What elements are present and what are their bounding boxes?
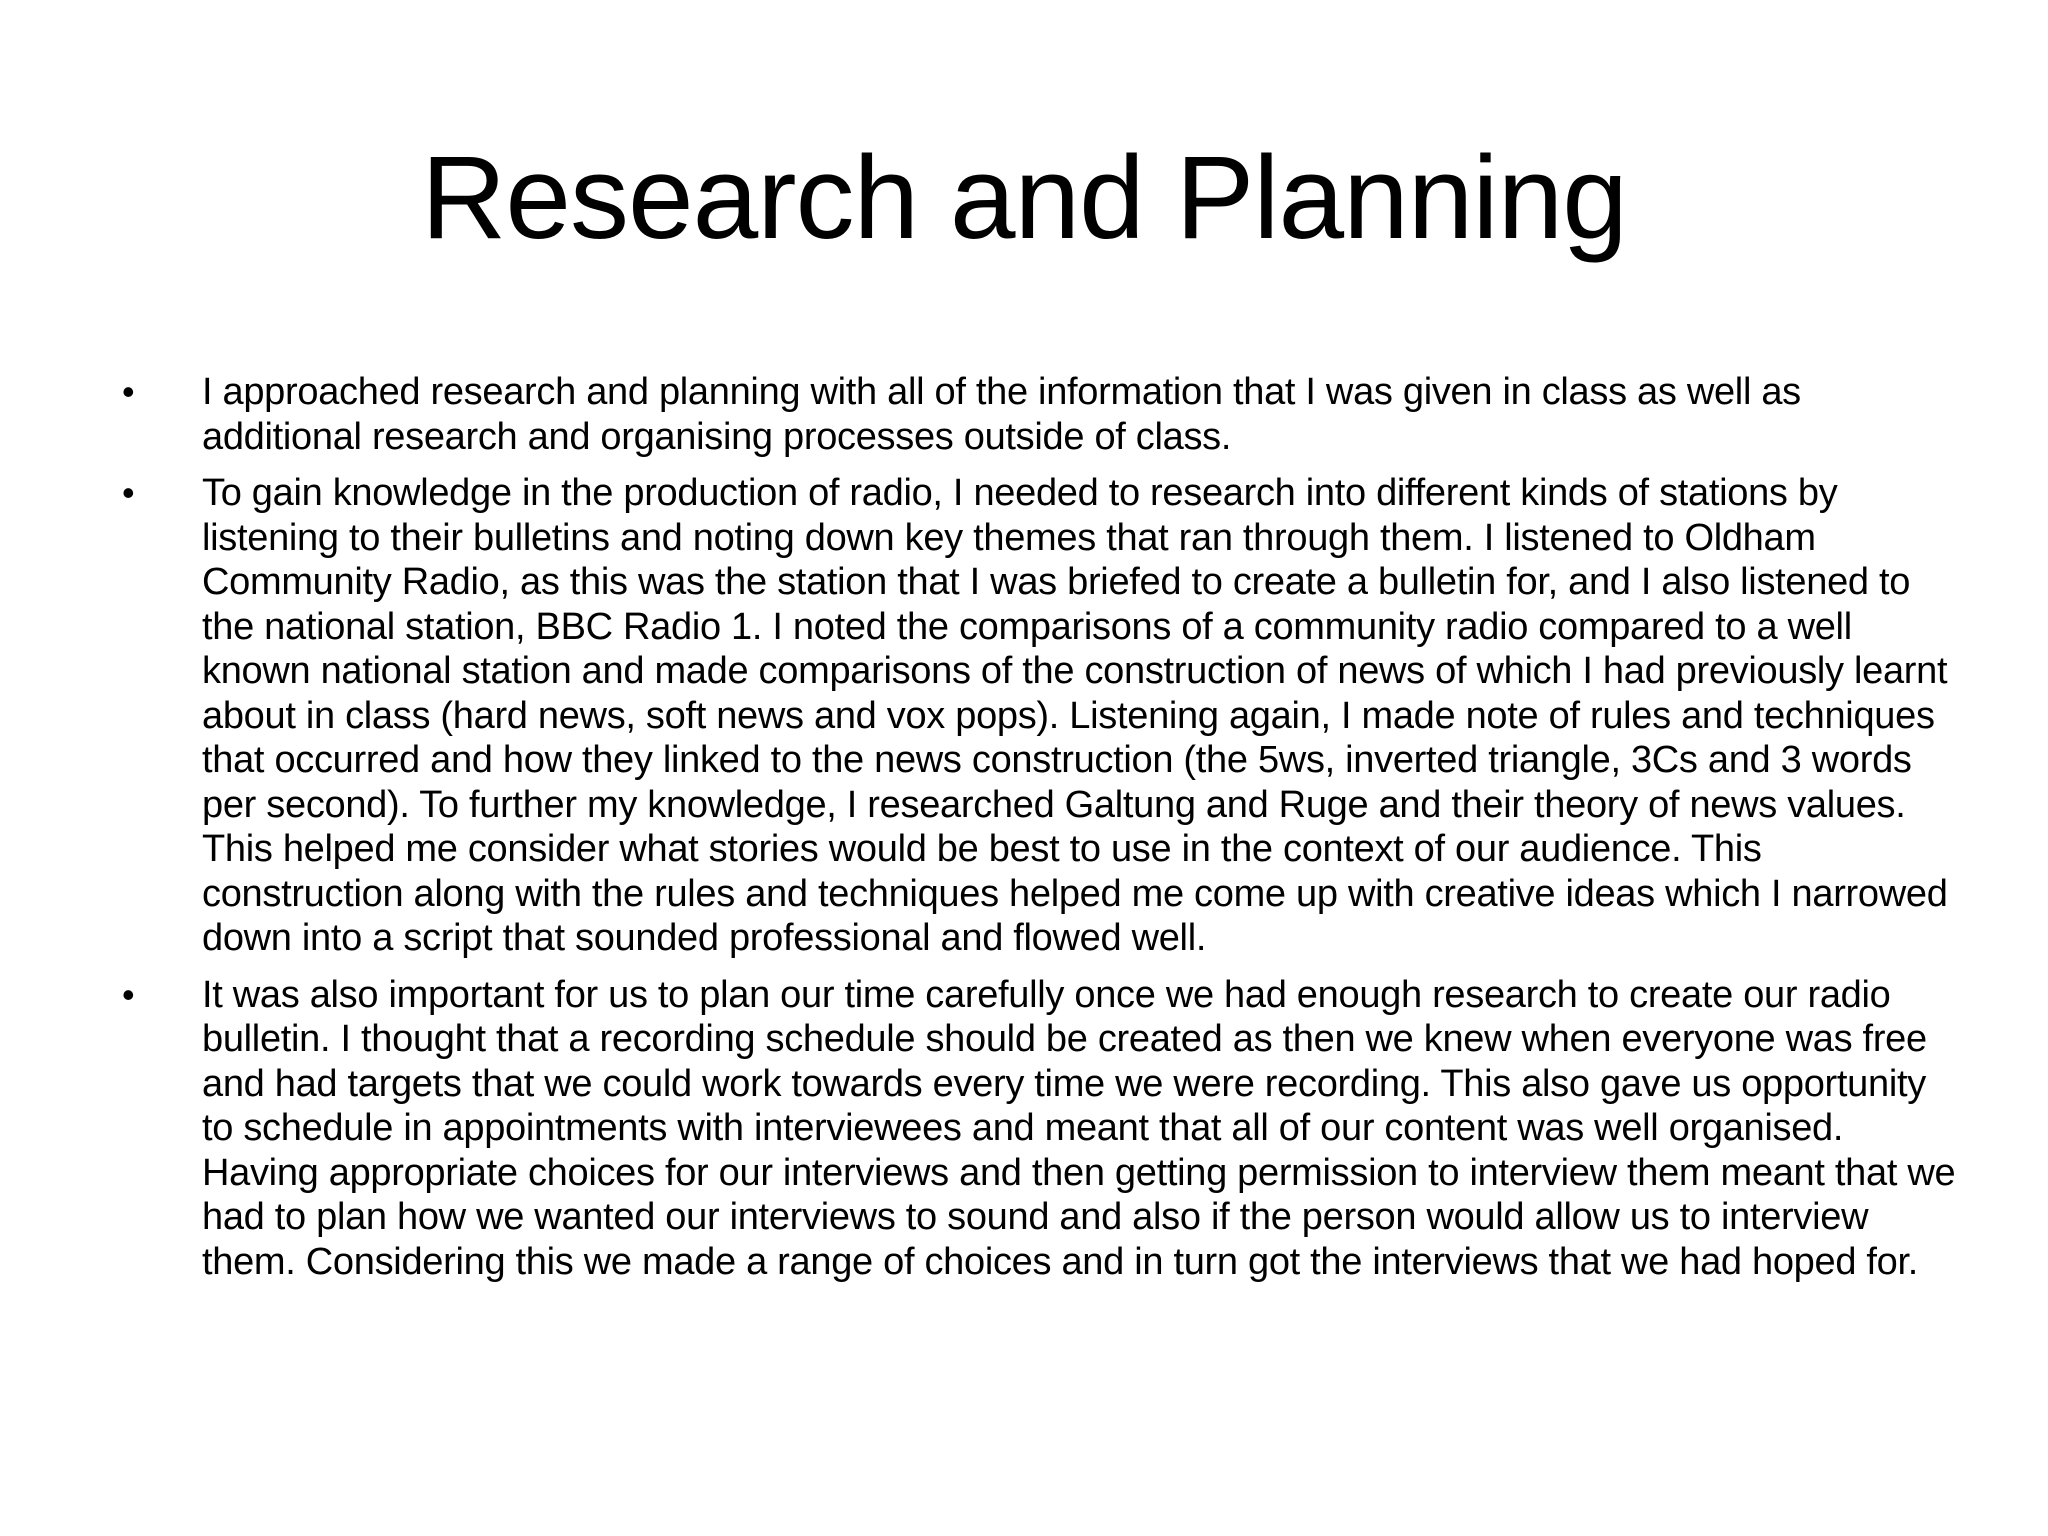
- bullet-point-icon: •: [122, 371, 135, 412]
- bullet-point-icon: •: [122, 973, 135, 1015]
- bullet-item: [112, 471, 1962, 961]
- bullet-text: It was also important for us to plan our time carefully once we had enough research to create our radio bulletin. I thought that a recording schedule should be created as then we knew when everyone was free and had targets that we could work towards every time we were recording. This also gave us opportunity to schedule in appointments with interviewees and meant that all of our content was well organised. Having appropriate choices for our interviews and then getting permission to interview them meant that we had to plan how we wanted our interviews to sound and also if the person would allow us to interview them. Considering this we made a range of choices and in turn got the interviews that we had hoped for.: [202, 973, 1956, 1283]
- slide-title: Research and Planning: [421, 132, 1627, 264]
- bullet-list: [112, 370, 1962, 1296]
- bullet-item: [112, 973, 1962, 1285]
- bullet-item: [112, 370, 1962, 459]
- bullet-point-icon: •: [122, 472, 135, 513]
- bullet-text: To gain knowledge in the production of radio, I needed to research into different kinds of stations by listening to their bulletins and noting down key themes that ran through them. I listened to Oldham Community Radio, as this was the station that I was briefed to create a bulletin for, and I also listened to the national station, BBC Radio 1. I noted the comparisons of a community radio compared to a well known national station and made comparisons of the construction of news of which I had previously learnt about in class (hard news, soft news and vox pops). Listening again, I made note of rules and techniques that occurred and how they linked to the news construction (the 5ws, inverted triangle, 3Cs and 3 words per second). To further my knowledge, I researched Galtung and Ruge and their theory of news values. This helped me consider what stories would be best to use in the context of our audience. This construction along with the rules and techniques helped me come up with creative ideas which I narrowed down into a script that sounded professional and flowed well.: [202, 472, 1948, 959]
- bullet-text: I approached research and planning with all of the information that I was given in class as well as additional research and organising processes outside of class.: [202, 371, 1801, 458]
